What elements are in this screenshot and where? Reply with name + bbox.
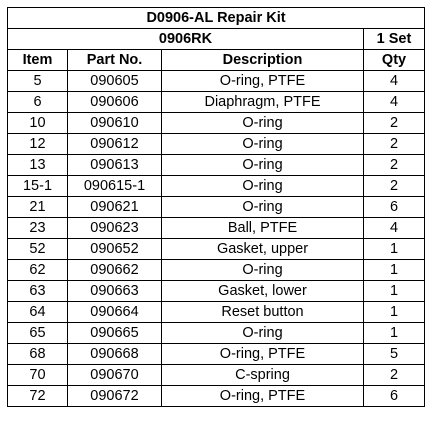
item-cell: 6	[8, 92, 68, 113]
part-no-cell: 090615-1	[68, 176, 162, 197]
part-no-cell: 090610	[68, 113, 162, 134]
parts-table-body	[8, 71, 425, 407]
part-no-cell: 090621	[68, 197, 162, 218]
description-cell: O-ring, PTFE	[162, 386, 364, 407]
table-row	[8, 365, 425, 386]
part-no-cell: 090668	[68, 344, 162, 365]
qty-cell: 4	[364, 218, 425, 239]
column-header-description: Description	[162, 50, 364, 71]
part-no-cell: 090612	[68, 134, 162, 155]
description-cell: O-ring	[162, 260, 364, 281]
part-no-cell: 090613	[68, 155, 162, 176]
description-cell: O-ring, PTFE	[162, 344, 364, 365]
description-cell: Ball, PTFE	[162, 218, 364, 239]
kit-quantity: 1 Set	[364, 29, 425, 50]
description-cell: O-ring	[162, 113, 364, 134]
item-cell: 70	[8, 365, 68, 386]
part-no-cell: 090606	[68, 92, 162, 113]
item-cell: 12	[8, 134, 68, 155]
qty-cell: 2	[364, 155, 425, 176]
qty-cell: 1	[364, 260, 425, 281]
table-row	[8, 239, 425, 260]
part-no-cell: 090662	[68, 260, 162, 281]
qty-cell: 2	[364, 134, 425, 155]
description-cell: Diaphragm, PTFE	[162, 92, 364, 113]
part-no-cell: 090672	[68, 386, 162, 407]
table-row	[8, 386, 425, 407]
item-cell: 52	[8, 239, 68, 260]
qty-cell: 1	[364, 281, 425, 302]
table-row	[8, 323, 425, 344]
kit-title: D0906-AL Repair Kit	[8, 8, 425, 29]
column-header-row	[8, 50, 425, 71]
item-cell: 65	[8, 323, 68, 344]
item-cell: 72	[8, 386, 68, 407]
table-row	[8, 344, 425, 365]
item-cell: 68	[8, 344, 68, 365]
kit-code: 0906RK	[8, 29, 364, 50]
table-row	[8, 71, 425, 92]
item-cell: 62	[8, 260, 68, 281]
repair-kit-sheet	[7, 7, 424, 407]
qty-cell: 4	[364, 71, 425, 92]
description-cell: Gasket, upper	[162, 239, 364, 260]
table-row	[8, 218, 425, 239]
description-cell: O-ring	[162, 323, 364, 344]
description-cell: O-ring	[162, 176, 364, 197]
item-cell: 21	[8, 197, 68, 218]
item-cell: 15-1	[8, 176, 68, 197]
part-no-cell: 090665	[68, 323, 162, 344]
qty-cell: 4	[364, 92, 425, 113]
column-header-part-no: Part No.	[68, 50, 162, 71]
description-cell: C-spring	[162, 365, 364, 386]
description-cell: O-ring, PTFE	[162, 71, 364, 92]
part-no-cell: 090664	[68, 302, 162, 323]
qty-cell: 2	[364, 365, 425, 386]
part-no-cell: 090623	[68, 218, 162, 239]
qty-cell: 5	[364, 344, 425, 365]
part-no-cell: 090652	[68, 239, 162, 260]
item-cell: 10	[8, 113, 68, 134]
table-row	[8, 197, 425, 218]
table-row	[8, 155, 425, 176]
repair-kit-table	[7, 7, 425, 407]
description-cell: Gasket, lower	[162, 281, 364, 302]
item-cell: 23	[8, 218, 68, 239]
table-row	[8, 113, 425, 134]
item-cell: 64	[8, 302, 68, 323]
qty-cell: 6	[364, 197, 425, 218]
column-header-item: Item	[8, 50, 68, 71]
qty-cell: 1	[364, 323, 425, 344]
part-no-cell: 090670	[68, 365, 162, 386]
part-no-cell: 090663	[68, 281, 162, 302]
kit-code-row	[8, 29, 425, 50]
title-row	[8, 8, 425, 29]
table-row	[8, 302, 425, 323]
column-header-qty: Qty	[364, 50, 425, 71]
description-cell: Reset button	[162, 302, 364, 323]
qty-cell: 1	[364, 302, 425, 323]
description-cell: O-ring	[162, 197, 364, 218]
description-cell: O-ring	[162, 134, 364, 155]
item-cell: 63	[8, 281, 68, 302]
table-row	[8, 134, 425, 155]
part-no-cell: 090605	[68, 71, 162, 92]
table-row	[8, 281, 425, 302]
table-row	[8, 176, 425, 197]
qty-cell: 6	[364, 386, 425, 407]
table-row	[8, 92, 425, 113]
item-cell: 13	[8, 155, 68, 176]
qty-cell: 2	[364, 176, 425, 197]
qty-cell: 2	[364, 113, 425, 134]
table-row	[8, 260, 425, 281]
qty-cell: 1	[364, 239, 425, 260]
item-cell: 5	[8, 71, 68, 92]
description-cell: O-ring	[162, 155, 364, 176]
